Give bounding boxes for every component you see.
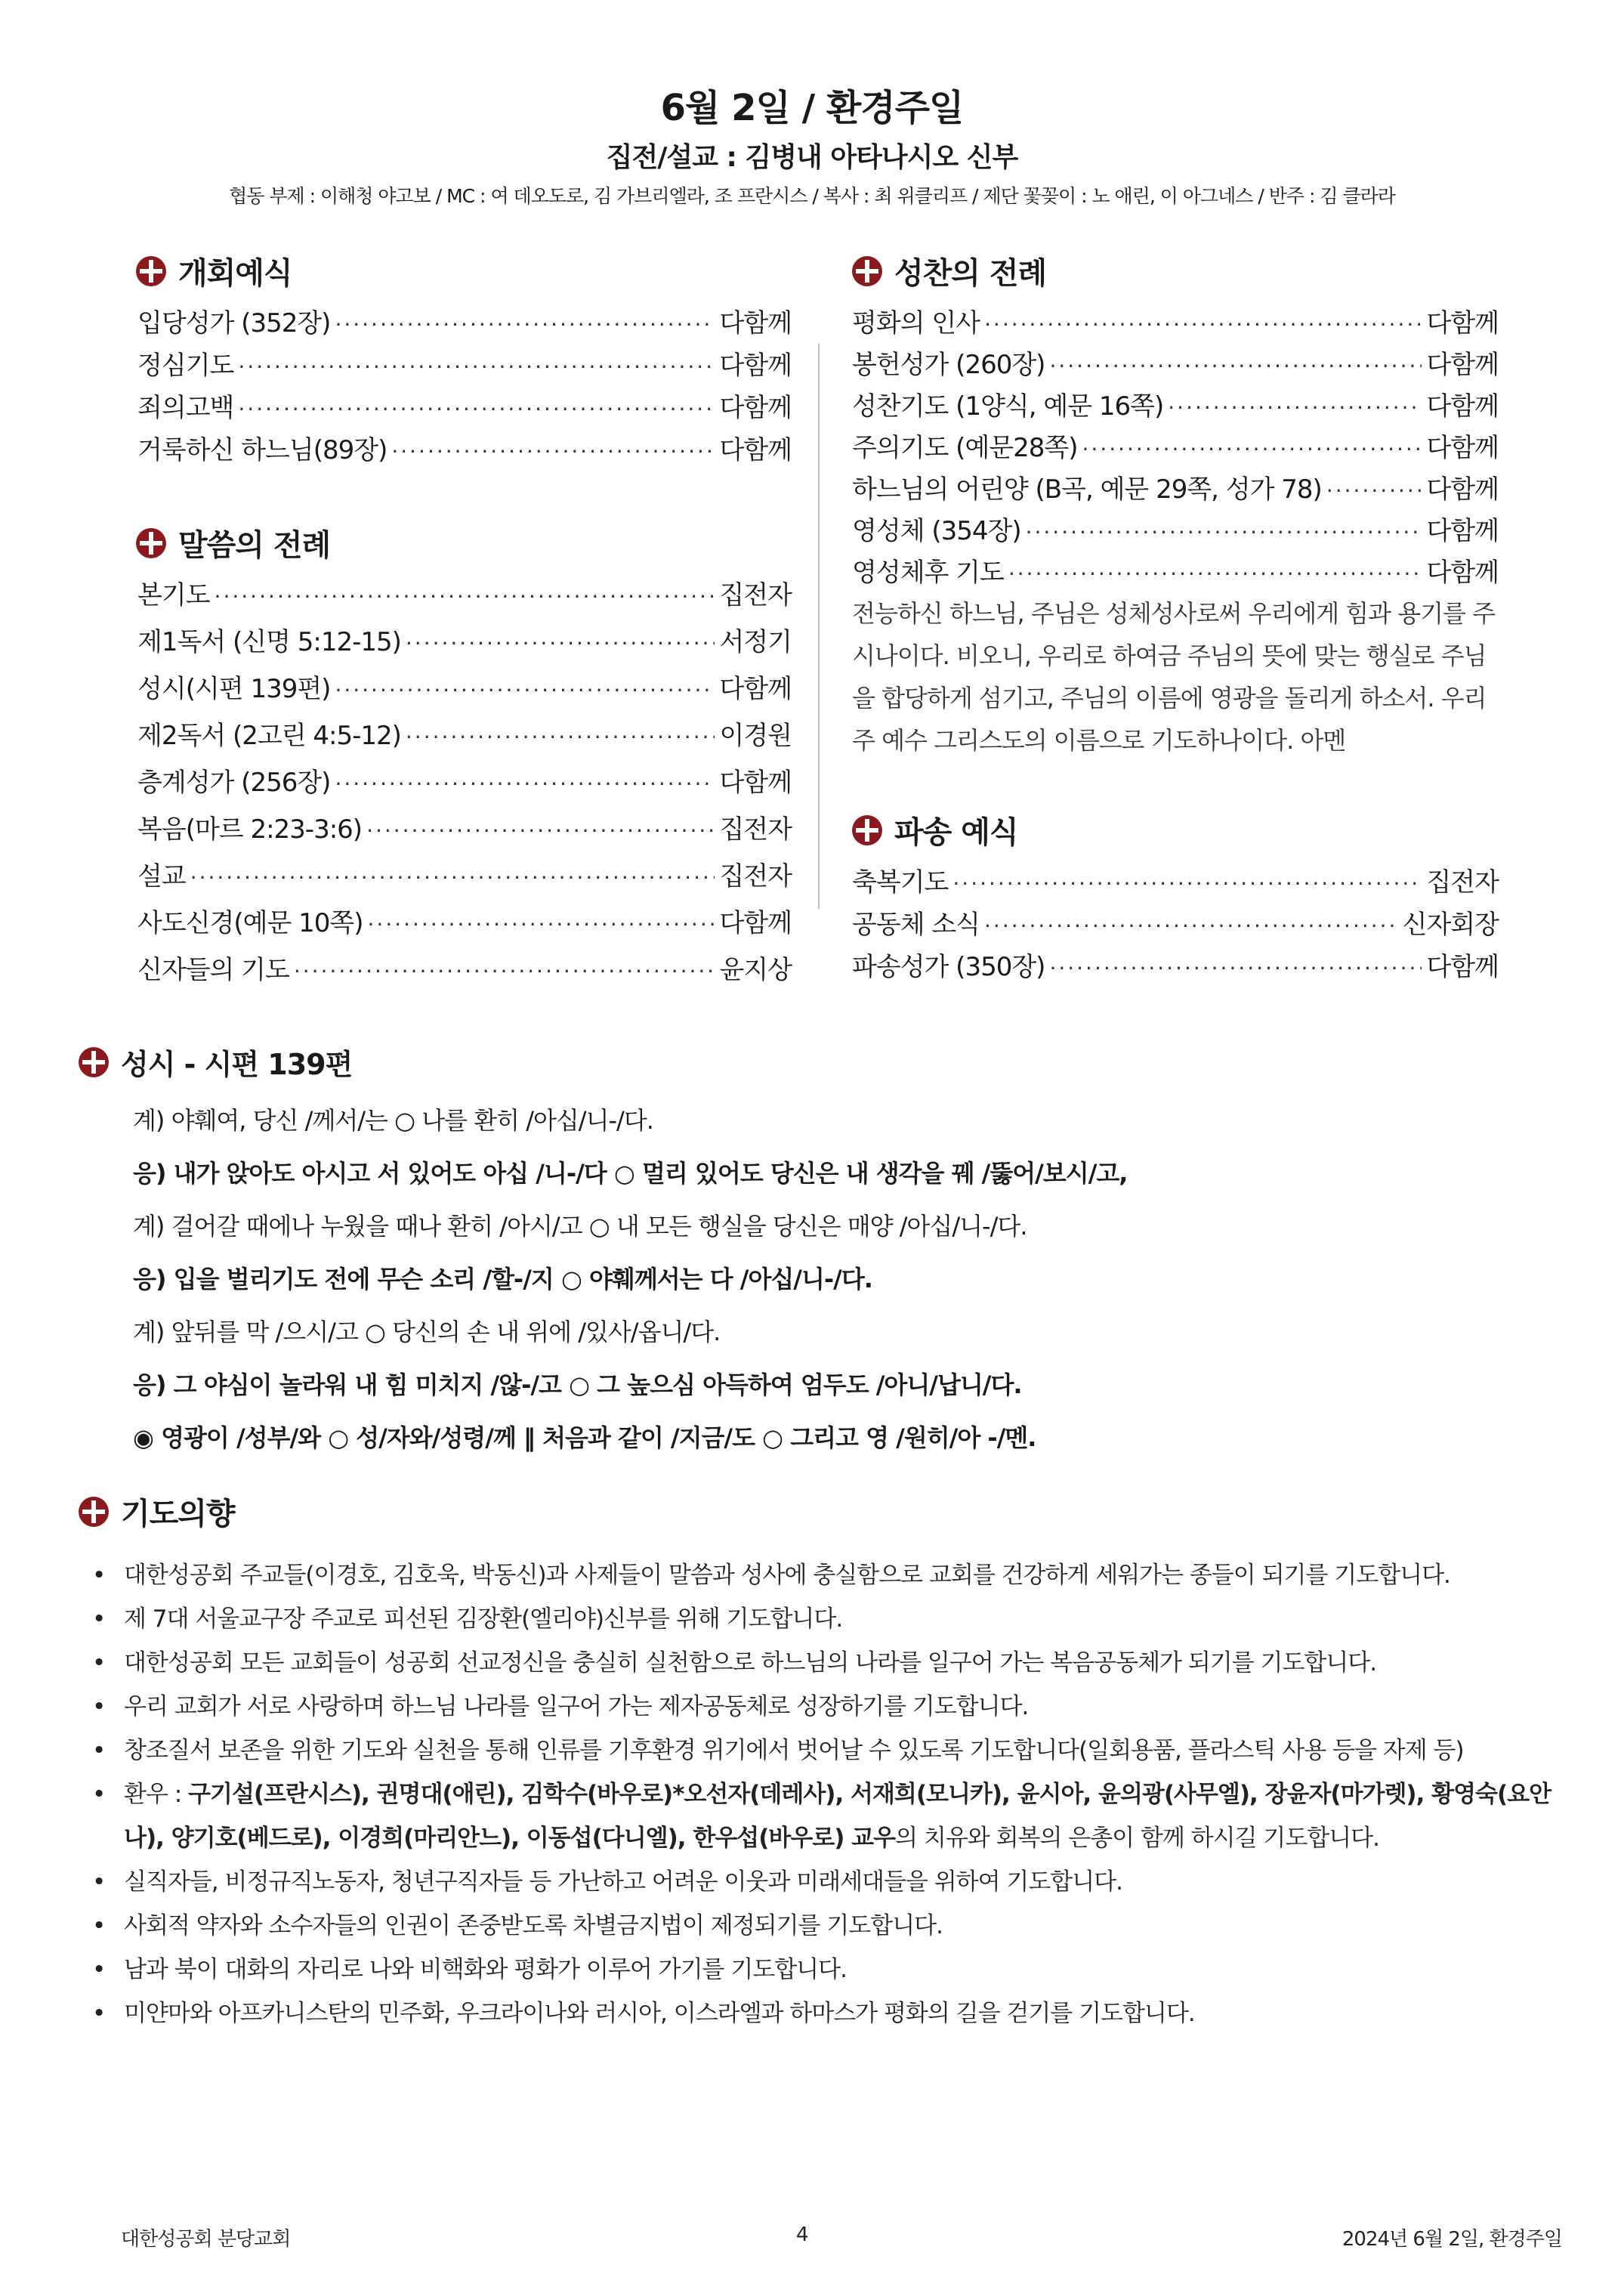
order-item-leader: 서정기 [719, 627, 792, 657]
eucharist-order-list [852, 302, 1499, 593]
intention-item: • 대한성공회 모든 교회들이 성공회 선교정신을 충실히 실천함으로 하느님의 나라를 일구어 가는 복음공동체가 되기를 기도합니다. [83, 1641, 1564, 1685]
order-item-name: 성시(시편 139편) [137, 674, 331, 704]
page-title: 6월 2일 / 환경주일 [660, 87, 964, 129]
intention-item: • 창조질서 보존을 위한 기도와 실천을 통해 인류를 기후환경 위기에서 벗어날 수 있도록 기도합니다(일회용품, 플라스틱 사용 등을 자제 등) [83, 1729, 1564, 1772]
page-subtitle: 집전/설교 : 김병내 아타나시오 신부 [606, 142, 1018, 173]
psalm-heading [79, 1041, 352, 1083]
section-eucharist-heading [852, 249, 1046, 292]
leader-dots [368, 912, 715, 937]
staff-line: 협동 부제 : 이해청 야고보 / MC : 여 데오도로, 김 가브리엘라, 조 프란시스 / 복사 : 최 위클리프 / 제단 꽃꽂이 : 노 애린, 이 아그네스 / 반주 : 김 클라라 [229, 185, 1395, 207]
leader-dots [335, 678, 715, 703]
column-divider [818, 344, 820, 909]
section-opening-heading [136, 249, 292, 292]
order-item-name: 정심기도 [137, 351, 234, 381]
cross-icon [852, 815, 882, 845]
order-row [137, 668, 792, 715]
leader-dots [335, 771, 715, 796]
intention-item: • 미얀마와 아프카니스탄의 민주화, 우크라이나와 러시아, 이스라엘과 하마스가 평화의 길을 걷기를 기도합니다. [83, 1992, 1564, 2035]
order-item-name: 층계성가 (256장) [137, 768, 331, 798]
order-row [137, 902, 792, 949]
order-item-name: 거룩하신 하느님(89장) [137, 435, 387, 465]
order-item-name: 설교 [137, 861, 186, 892]
section-title: 성시 - 시편 139편 [121, 1048, 353, 1081]
order-item-leader: 다함께 [719, 308, 792, 338]
order-item-name: 봉헌성가 (260장) [852, 350, 1045, 380]
patients-suffix: 의 치유와 회복의 은총이 함께 하시길 기도합니다. [895, 1825, 1379, 1852]
intention-item-patients [83, 1772, 1564, 1860]
order-row [852, 427, 1499, 468]
leader-dots [215, 584, 715, 609]
order-row [137, 715, 792, 762]
section-title: 파송 예식 [894, 815, 1018, 850]
order-item-name: 죄의고백 [137, 393, 234, 423]
order-row [137, 574, 792, 621]
psalm-doxology: ◉ 영광이 /성부/와 ○ 성/자와/성령/께 ‖ 처음과 같이 /지금/도 ○ 그리고 영 /원히/아 -/멘. [133, 1423, 1036, 1452]
order-item-name: 영성체후 기도 [852, 558, 1004, 588]
order-row [137, 387, 792, 429]
section-title: 성찬의 전례 [894, 256, 1047, 291]
section-title: 기도의향 [121, 1497, 235, 1531]
order-item-name: 평화의 인사 [852, 308, 980, 338]
order-item-leader: 다함께 [1426, 391, 1499, 422]
section-title: 개회예식 [178, 256, 292, 291]
order-item-leader: 이경원 [719, 721, 792, 751]
order-row [852, 861, 1499, 904]
order-row [852, 552, 1499, 593]
order-item-leader: 다함께 [1426, 474, 1499, 505]
leader-dots [391, 439, 715, 464]
cross-icon [136, 528, 166, 558]
order-row [137, 429, 792, 471]
order-item-leader: 다함께 [719, 435, 792, 465]
order-item-leader: 집전자 [719, 580, 792, 610]
order-item-name: 성찬기도 (1양식, 예문 16쪽) [852, 391, 1164, 422]
intention-item: • 남과 북이 대화의 자리로 나와 비핵화와 평화가 이루어 가기를 기도합니다. [83, 1948, 1564, 1992]
cross-icon [79, 1497, 109, 1527]
order-item-leader: 다함께 [719, 393, 792, 423]
order-item-name: 본기도 [137, 580, 210, 610]
order-item-leader: 다함께 [1426, 952, 1499, 982]
order-row [137, 302, 792, 345]
footer-date: 2024년 6월 2일, 환경주일 [1341, 2228, 1562, 2251]
leader-dots [1008, 561, 1422, 586]
order-row [137, 808, 792, 855]
order-item-name: 복음(마르 2:23-3:6) [137, 814, 363, 845]
order-item-name: 하느님의 어린양 (B곡, 예문 29쪽, 성가 78) [852, 474, 1322, 505]
leader-dots [1026, 520, 1422, 545]
section-word-heading [136, 521, 330, 564]
order-row [852, 946, 1499, 988]
order-item-leader: 집전자 [719, 861, 792, 892]
leader-dots [952, 871, 1422, 896]
leader-dots [984, 913, 1398, 938]
order-item-leader: 다함께 [719, 908, 792, 938]
order-row [137, 855, 792, 902]
word-order-list [137, 574, 792, 996]
order-item-name: 입당성가 (352장) [137, 308, 331, 338]
intention-item: • 실직자들, 비정규직노동자, 청년구직자들 등 가난하고 어려운 이웃과 미래세대들을 위하여 기도합니다. [83, 1860, 1564, 1904]
order-item-leader: 집전자 [719, 814, 792, 845]
psalm-response: 응) 입을 벌리기도 전에 무슨 소리 /할-/지 ○ 야훼께서는 다 /아십/니-/다. [133, 1265, 872, 1293]
intentions-list [83, 1553, 1564, 2035]
leader-dots [406, 725, 715, 749]
order-item-leader: 다함께 [1426, 308, 1499, 338]
leader-dots [335, 312, 715, 337]
order-item-name: 공동체 소식 [852, 910, 980, 940]
order-item-leader: 다함께 [719, 351, 792, 381]
order-row [852, 468, 1499, 510]
order-item-name: 사도신경(예문 10쪽) [137, 908, 363, 938]
footer-church-name: 대한성공회 분당교회 [121, 2228, 291, 2251]
order-row [852, 904, 1499, 946]
leader-dots [190, 865, 715, 890]
dismissal-order-list [852, 861, 1499, 988]
leader-dots [406, 631, 715, 656]
order-item-name: 영성체 (354장) [852, 516, 1021, 546]
leader-dots [366, 818, 715, 843]
order-row [852, 510, 1499, 552]
order-item-leader: 다함께 [1426, 433, 1499, 463]
leader-dots [984, 312, 1422, 337]
intention-item: • 사회적 약자와 소수자들의 인권이 존중받도록 차별금지법이 제정되기를 기도합니다. [83, 1904, 1564, 1948]
order-row [137, 345, 792, 387]
cross-icon [136, 256, 166, 286]
order-item-name: 파송성가 (350장) [852, 952, 1045, 982]
patients-prefix: 환우 : [124, 1781, 189, 1808]
order-item-name: 축복기도 [852, 867, 949, 898]
order-item-leader: 윤지상 [719, 955, 792, 985]
intentions-heading [79, 1490, 235, 1533]
footer-page-number: 4 [796, 2223, 808, 2246]
order-item-leader: 다함께 [719, 674, 792, 704]
psalm-response: 응) 내가 앉아도 아시고 서 있어도 아십 /니-/다 ○ 멀리 있어도 당신은 내 생각을 꿰 /뚫어/보시/고, [133, 1159, 1128, 1188]
order-row [137, 762, 792, 808]
order-row [852, 302, 1499, 344]
psalm-response: 응) 그 야심이 놀라워 내 힘 미치지 /않-/고 ○ 그 높으심 아득하여 엄두도 /아니/납니/다. [133, 1371, 1022, 1399]
leader-dots [1168, 395, 1422, 420]
order-row [137, 621, 792, 668]
leader-dots [238, 397, 715, 422]
opening-order-list [137, 302, 792, 471]
order-item-leader: 다함께 [1426, 516, 1499, 546]
leader-dots [294, 959, 715, 984]
intention-item: • 제 7대 서울교구장 주교로 피선된 김장환(엘리야)신부를 위해 기도합니다. [83, 1597, 1564, 1641]
order-item-name: 신자들의 기도 [137, 955, 289, 985]
psalm-verse: 계) 걸어갈 때에나 누웠을 때나 환히 /아시/고 ○ 내 모든 행실을 당신은 매양 /아십/니-/다. [133, 1212, 1027, 1241]
leader-dots [238, 354, 715, 379]
order-item-name: 주의기도 (예문28쪽) [852, 433, 1078, 463]
post-communion-prayer: 전능하신 하느님, 주님은 성체성사로써 우리에게 힘과 용기를 주시나이다. 비오니, 우리로 하여금 주님의 뜻에 맞는 행실로 주님을 합당하게 섬기고, 주님의 이름에 영광을 돌리게 하소서. 우리 주 예수 그리스도의 이름으로 기도하나이다. 아멘 [852, 599, 1496, 755]
leader-dots [1082, 437, 1422, 462]
order-item-leader: 다함께 [719, 768, 792, 798]
leader-dots [1326, 478, 1422, 503]
section-dismissal-heading [852, 808, 1018, 851]
order-item-leader: 다함께 [1426, 350, 1499, 380]
order-row [137, 949, 792, 996]
order-item-name: 제2독서 (2고린 4:5-12) [137, 721, 401, 751]
order-item-leader: 다함께 [1426, 558, 1499, 588]
intention-item: • 우리 교회가 서로 사랑하며 하느님 나라를 일구어 가는 제자공동체로 성장하기를 기도합니다. [83, 1685, 1564, 1729]
section-title: 말씀의 전례 [178, 528, 331, 563]
intention-item: • 대한성공회 주교들(이경호, 김호욱, 박동신)과 사제들이 말씀과 성사에 충실함으로 교회를 건강하게 세워가는 종들이 되기를 기도합니다. [83, 1553, 1564, 1597]
leader-dots [1049, 354, 1422, 379]
cross-icon [852, 256, 882, 286]
order-row [852, 385, 1499, 427]
order-item-name: 제1독서 (신명 5:12-15) [137, 627, 401, 657]
order-item-leader: 신자회장 [1402, 910, 1499, 940]
cross-icon [79, 1047, 109, 1077]
patients-names: 구기설(프란시스), 권명대(애린), 김학수(바우로)*오선자(데레사), 서재희(모니카), 윤시아, 윤의광(사무엘), 장윤자(마가렛), 황영숙(요안나), 양기호(베드로), 이경희(마리안느), 이동섭(다니엘), 한우섭(바우로) 교우 [124, 1781, 1551, 1852]
leader-dots [1049, 956, 1422, 981]
order-item-leader: 집전자 [1426, 867, 1499, 898]
psalm-verse: 계) 앞뒤를 막 /으시/고 ○ 당신의 손 내 위에 /있사/옵니/다. [133, 1318, 721, 1346]
order-row [852, 344, 1499, 385]
psalm-verse: 계) 야훼여, 당신 /께서/는 ○ 나를 환히 /아십/니-/다. [133, 1106, 653, 1135]
